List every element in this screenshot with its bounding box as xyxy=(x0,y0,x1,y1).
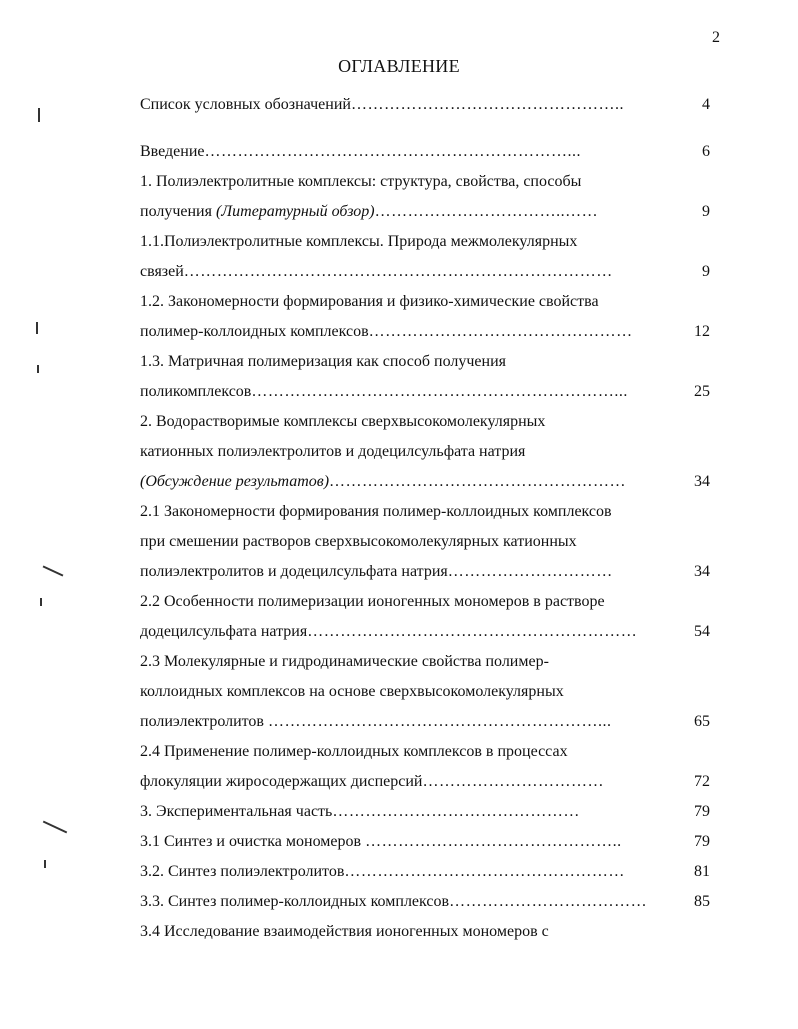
toc-page-number: 79 xyxy=(694,833,710,850)
toc-entry-text: 2.4 Применение полимер-коллоидных комплексов в процессах xyxy=(140,743,568,760)
toc-dot-leader: …………………………………………………………... xyxy=(204,143,581,160)
toc-entry-italic-text: (Литературный обзор) xyxy=(215,203,375,220)
toc-page-number: 25 xyxy=(694,383,710,400)
toc-dot-leader: ……………………………………… xyxy=(332,803,580,820)
toc-entry-line xyxy=(140,317,660,347)
toc-page-number: 9 xyxy=(702,203,710,220)
toc-entry-line xyxy=(140,647,660,677)
toc-entry xyxy=(140,887,710,917)
toc-page-number: 54 xyxy=(694,623,710,640)
toc-dot-leader: ……………………………..…… xyxy=(374,203,599,220)
toc-dot-leader: ………………………………………….. xyxy=(350,96,624,113)
toc-entry-line xyxy=(140,767,660,797)
toc-entry-text: 1.2. Закономерности формирования и физико-химические свойства xyxy=(140,293,599,310)
toc-entry-text: полимер-коллоидных комплексов xyxy=(140,323,369,340)
toc-entry-line xyxy=(140,167,660,197)
toc-page-number: 34 xyxy=(694,563,710,580)
toc-entry xyxy=(140,497,710,587)
toc-entry-line xyxy=(140,887,660,917)
toc-entry-line xyxy=(140,257,660,287)
toc-entry xyxy=(140,917,710,947)
toc-entry-line xyxy=(140,917,660,947)
toc-dot-leader: …………………………………………………… xyxy=(307,623,638,640)
toc-entry-text: 2.1 Закономерности формирования полимер-коллоидных комплексов xyxy=(140,503,612,520)
toc-page-number: 65 xyxy=(694,713,710,730)
toc-entry-text: 2. Водорастворимые комплексы сверхвысокомолекулярных xyxy=(140,413,546,430)
toc-entry xyxy=(140,287,710,347)
toc-entry-text: 2.3 Молекулярные и гидродинамические свойства полимер- xyxy=(140,653,549,670)
scan-artifact xyxy=(43,821,67,834)
scan-artifact xyxy=(40,598,42,606)
toc-entry-line xyxy=(140,437,660,467)
toc-title: ОГЛАВЛЕНИЕ xyxy=(338,56,460,76)
toc-page-number: 85 xyxy=(694,893,710,910)
toc-page-number: 12 xyxy=(694,323,710,340)
toc-entry-text: Введение xyxy=(140,143,205,160)
toc-entry xyxy=(140,347,710,407)
toc-dot-leader: ……………………………………………………... xyxy=(267,713,612,730)
toc-dot-leader: ………………………… xyxy=(447,563,613,580)
toc-page-number: 79 xyxy=(694,803,710,820)
toc-entry-text: 3.3. Синтез полимер-коллоидных комплексов xyxy=(140,893,450,910)
toc-entry xyxy=(140,167,710,227)
toc-dot-leader: ………………………………………… xyxy=(368,323,633,340)
toc-entry xyxy=(140,737,710,797)
toc-entry xyxy=(140,647,710,737)
toc-page-number: 72 xyxy=(694,773,710,790)
toc-dot-leader: ……………………………… xyxy=(449,893,648,910)
toc-dot-leader: ……………………………………….. xyxy=(365,833,622,850)
toc-entry-line xyxy=(140,287,660,317)
toc-entry-text: додецилсульфата натрия xyxy=(140,623,308,640)
toc-dot-leader: …………………………… xyxy=(422,773,604,790)
scan-artifact xyxy=(43,565,64,576)
toc-entry-line xyxy=(140,827,660,857)
toc-entry-text: Список условных обозначений xyxy=(140,96,351,113)
toc-entry-text: 3. Экспериментальная часть xyxy=(140,803,333,820)
toc-entry-text: флокуляции жиросодержащих дисперсий xyxy=(140,773,423,790)
toc-entry-line xyxy=(140,617,660,647)
toc-entry-text: 1.3. Матричная полимеризация как способ получения xyxy=(140,353,507,370)
toc-entry xyxy=(140,407,710,497)
scan-artifact xyxy=(37,365,39,373)
toc-entry-line xyxy=(140,137,660,167)
toc-entry-line xyxy=(140,377,660,407)
toc-page-number: 4 xyxy=(702,96,710,113)
toc-page-number: 81 xyxy=(694,863,710,880)
toc-entry-text: при смешении растворов сверхвысокомолекулярных катионных xyxy=(140,533,577,550)
toc-entry-line xyxy=(140,737,660,767)
toc-entry-text: 3.1 Синтез и очистка мономеров xyxy=(140,833,366,850)
toc-entry-text: получения xyxy=(140,203,216,220)
toc-entry-text: связей xyxy=(140,263,184,280)
scan-artifact xyxy=(44,860,46,868)
toc-entry xyxy=(140,90,710,120)
toc-entry-line xyxy=(140,857,660,887)
page-number: 2 xyxy=(712,29,720,46)
toc-entry-text: 3.4 Исследование взаимодействия ионогенных мономеров с xyxy=(140,923,549,940)
toc-entry-italic-text: (Обсуждение результатов) xyxy=(140,473,330,490)
toc-entry-line xyxy=(140,197,660,227)
scan-artifact xyxy=(38,108,40,122)
toc-entry xyxy=(140,137,710,167)
toc-dot-leader: …………………………………………… xyxy=(344,863,625,880)
toc-entry-text: полиэлектролитов xyxy=(140,713,268,730)
toc-entry-line xyxy=(140,587,660,617)
toc-page-number: 6 xyxy=(702,143,710,160)
toc-entry xyxy=(140,827,710,857)
toc-dot-leader: …………………………………………………………... xyxy=(251,383,628,400)
toc-entry-line xyxy=(140,527,660,557)
toc-entry-line xyxy=(140,90,660,120)
toc-entry-line xyxy=(140,677,660,707)
toc-entry-line xyxy=(140,497,660,527)
toc-entry-text: 3.2. Синтез полиэлектролитов xyxy=(140,863,345,880)
toc-entry-text: катионных полиэлектролитов и додецилсульфата натрия xyxy=(140,443,526,460)
toc-entry-line xyxy=(140,407,660,437)
toc-entry-text: 1. Полиэлектролитные комплексы: структура, свойства, способы xyxy=(140,173,582,190)
toc-entry-line xyxy=(140,797,660,827)
table-of-contents xyxy=(140,90,710,947)
toc-entry-line xyxy=(140,347,660,377)
toc-entry-line xyxy=(140,707,660,737)
toc-entry-text: поликомплексов xyxy=(140,383,252,400)
toc-entry-text: 1.1.Полиэлектролитные комплексы. Природа межмолекулярных xyxy=(140,233,578,250)
toc-page-number: 34 xyxy=(694,473,710,490)
toc-entry-line xyxy=(140,557,660,587)
toc-entry-text: коллоидных комплексов на основе сверхвысокомолекулярных xyxy=(140,683,564,700)
toc-entry-text: полиэлектролитов и додецилсульфата натрия xyxy=(140,563,448,580)
toc-entry xyxy=(140,587,710,647)
toc-entry xyxy=(140,857,710,887)
toc-entry-line xyxy=(140,467,660,497)
toc-entry-line xyxy=(140,227,660,257)
toc-page-number: 9 xyxy=(702,263,710,280)
scan-artifact xyxy=(36,322,38,334)
toc-dot-leader: …………………………………………………………………… xyxy=(183,263,613,280)
toc-entry xyxy=(140,227,710,287)
toc-dot-leader: ……………………………………………… xyxy=(329,473,627,490)
toc-entry xyxy=(140,797,710,827)
toc-entry-text: 2.2 Особенности полимеризации ионогенных мономеров в растворе xyxy=(140,593,605,610)
